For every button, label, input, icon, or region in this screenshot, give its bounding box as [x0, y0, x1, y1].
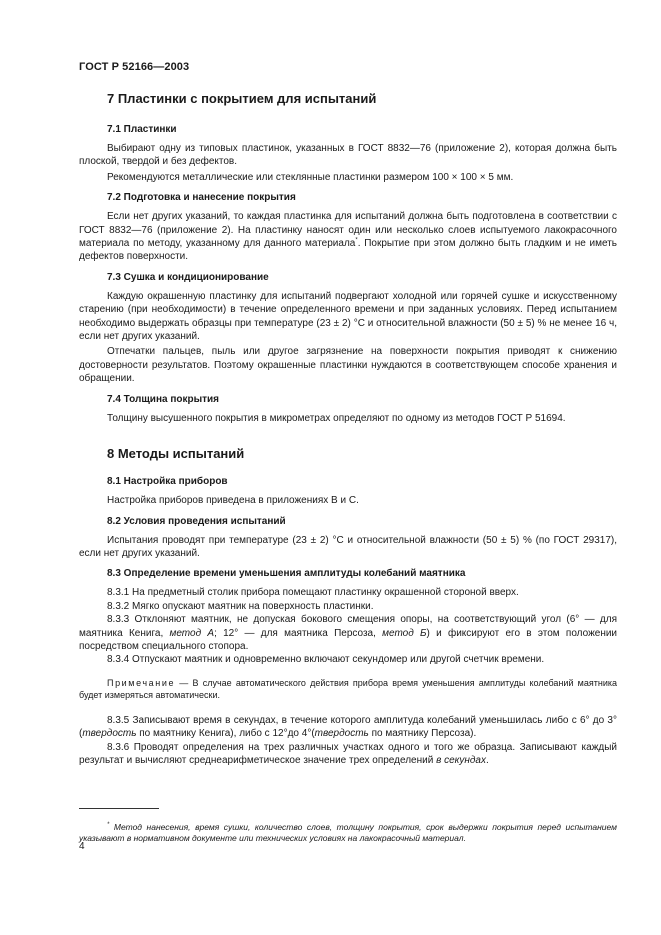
section-7-2-title: 7.2 Подготовка и нанесение покрытия [107, 192, 296, 204]
section-7-1-title: 7.1 Пластинки [107, 124, 177, 135]
footnote [79, 822, 617, 845]
item-8-3-1: 8.3.1 На предметный столик прибора помещают пластинку окрашенной стороной вверх. [107, 587, 519, 599]
item-8-3-6: 8.3.6 Проводят определения на трех различных участках одного и того же образца. Записывают каждый результат и вычисляют среднеарифметическое значение трех определений в секундах. [79, 741, 617, 766]
document-id: ГОСТ Р 52166—2003 [79, 61, 190, 73]
item-8-3-3: 8.3.3 Отклоняют маятник, не допуская бокового смещения опоры, на соответствующий угол (6° — для маятника Кенига, метод А; 12° — для маятника Персоза, метод Б) и фиксируют его в этом положении посредством специального стопора. [79, 614, 618, 652]
note-label: Примечание [107, 677, 176, 688]
section-7-2-paragraph-1: Если нет других указаний, то каждая пластинка для испытаний должна быть подготовлена в соответствии с ГОСТ 8832—76 (приложение 2). На пластинку наносят один или несколько слоев испытуемого лакокрасочного материала по методу, указанному для данного материала*. Покрытие при этом должно быть гладким и не иметь дефектов поверхности. [79, 211, 617, 263]
page-number: 4 [79, 841, 85, 852]
footnote-mark: * [107, 821, 110, 828]
section-8-3-title: 8.3 Определение времени уменьшения амплитуды колебаний маятника [107, 568, 466, 580]
section-7-4-paragraph-1: Толщину высушенного покрытия в микрометрах определяют по одному из методов ГОСТ Р 51694. [107, 412, 566, 424]
section-7-3-paragraph-2: Отпечатки пальцев, пыль или другое загрязнение на поверхности покрытия приводят к снижению достоверности результатов. Поэтому окрашенные пластинки нуждаются в соответствующем способе хранения и обращении. [79, 346, 617, 385]
section-8-2-paragraph-1: Испытания проводят при температуре (23 ± 2) °С и относительной влажности (50 ± 5) % (по ГОСТ 29317), если нет других указаний. [79, 534, 617, 559]
page-content [79, 90, 617, 767]
section-8-2-title: 8.2 Условия проведения испытаний [107, 515, 286, 527]
item-8-3-2: 8.3.2 Мягко опускают маятник на поверхность пластинки. [107, 600, 374, 612]
section-7-1-paragraph-2: Рекомендуются металлические или стеклянные пластинки размером 100 × 100 × 5 мм. [107, 171, 514, 183]
section-8-1-paragraph-1: Настройка приборов приведена в приложениях В и С. [107, 495, 359, 507]
section-7-4-title: 7.4 Толщина покрытия [107, 393, 220, 405]
section-7-3-title: 7.3 Сушка и кондиционирование [107, 271, 269, 283]
note [79, 677, 617, 701]
footnote-reference: * [355, 237, 358, 244]
footnote-text: Метод нанесения, время сушки, количество слоев, толщину покрытия, срок выдержки покрытия перед испытанием указывают в нормативном документе или технических условиях на лакокрасочный материал. [79, 821, 617, 843]
item-8-3-5: 8.3.5 Записывают время в секундах, в течение которого амплитуда колебаний уменьшилась либо с 6° до 3° (твердость по маятнику Кенига), либо с 12°до 4°(твердость по маятнику Персоза). [79, 714, 617, 740]
item-8-3-4: 8.3.4 Отпускают маятник и одновременно включают секундомер или другой счетчик времени. [107, 654, 545, 666]
footnote-divider [79, 808, 159, 809]
section-8-title: 8 Методы испытаний [107, 446, 245, 462]
note-text: — В случае автоматического действия прибора время уменьшения амплитуды колебаний маятника будет измеряться автоматически. [79, 677, 617, 700]
section-7-3-paragraph-1: Каждую окрашенную пластинку для испытаний подвергают холодной или горячей сушке и искусственному старению (при необходимости) в течение определенного времени и при заданных условиях. Перед испытанием необходимо выдержать образцы при температуре (23 ± 2) °С и относительной влажности (50 ± 5) % не менее 16 ч, если нет других указаний. [79, 290, 617, 343]
section-7-title: 7 Пластинки с покрытием для испытаний [107, 91, 377, 106]
section-8-1-title: 8.1 Настройка приборов [107, 476, 228, 488]
section-7-1-paragraph-1: Выбирают одну из типовых пластинок, указанных в ГОСТ 8832—76 (приложение 2), которая должна быть плоской, твердой и без дефектов. [79, 143, 617, 168]
